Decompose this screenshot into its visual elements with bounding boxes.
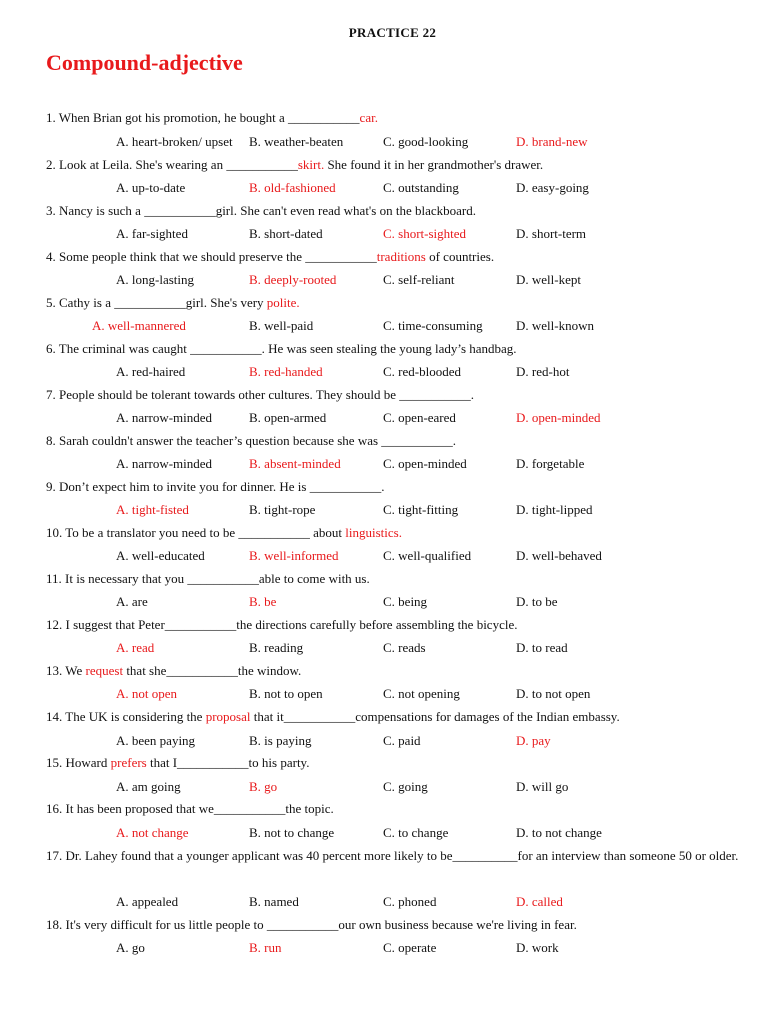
- option-d: D. well-kept: [516, 272, 581, 287]
- option-b: B. is paying: [249, 733, 312, 748]
- options-row: [0, 825, 768, 841]
- options-row: [0, 594, 768, 610]
- question-text: car.: [359, 110, 378, 125]
- question-text: proposal: [205, 709, 251, 724]
- question-6: [46, 341, 517, 357]
- option-d: D. well-known: [516, 318, 594, 333]
- option-b: B. red-handed: [249, 364, 323, 379]
- option-a: A. read: [116, 640, 155, 655]
- option-a: A. far-sighted: [116, 226, 188, 241]
- option-a: A. narrow-minded: [116, 410, 213, 425]
- option-c: C. good-looking: [383, 134, 469, 149]
- option-b: B. deeply-rooted: [249, 272, 337, 287]
- options-row: [0, 502, 768, 518]
- question-text: 1. When Brian got his promotion, he bought a ___________: [46, 110, 360, 125]
- option-d: D. brand-new: [516, 134, 588, 149]
- option-c: C. open-minded: [383, 456, 467, 471]
- question-text: 8. Sarah couldn't answer the teacher’s question because she was ___________.: [46, 433, 457, 448]
- option-d: D. to not open: [516, 686, 591, 701]
- option-a: A. well-educated: [116, 548, 205, 563]
- option-a: A. been paying: [116, 733, 196, 748]
- option-c: C. outstanding: [383, 180, 459, 195]
- options-row: [0, 134, 768, 150]
- options-row: [0, 272, 768, 288]
- option-c: C. phoned: [383, 894, 437, 909]
- question-text: that it___________compensations for damages of the Indian embassy.: [250, 709, 620, 724]
- option-c: C. short-sighted: [383, 226, 467, 241]
- question-text: polite.: [266, 295, 300, 310]
- page-header: PRACTICE 22: [348, 25, 437, 40]
- option-a: A. long-lasting: [116, 272, 194, 287]
- question-text: that I___________to his party.: [146, 755, 310, 770]
- question-text: 9. Don’t expect him to invite you for dinner. He is ___________.: [46, 479, 385, 494]
- question-text: 12. I suggest that Peter___________the directions carefully before assembling the bicycle.: [46, 617, 518, 632]
- option-a: A. narrow-minded: [116, 456, 213, 471]
- option-d: D. forgetable: [516, 456, 585, 471]
- option-d: D. short-term: [516, 226, 587, 241]
- option-a: A. red-haired: [116, 364, 186, 379]
- question-text: skirt.: [297, 157, 325, 172]
- option-b: B. run: [249, 940, 282, 955]
- question-10: [46, 525, 402, 541]
- question-3: [46, 203, 476, 219]
- question-9: [46, 479, 384, 495]
- question-text: 15. Howard: [46, 755, 111, 770]
- options-row: [0, 894, 768, 910]
- option-b: B. open-armed: [249, 410, 327, 425]
- option-c: C. tight-fitting: [383, 502, 459, 517]
- option-a: A. tight-fisted: [116, 502, 189, 517]
- option-b: B. well-paid: [249, 318, 314, 333]
- option-d: D. well-behaved: [516, 548, 602, 563]
- question-5: [46, 295, 300, 311]
- question-text: 3. Nancy is such a ___________girl. She can't even read what's on the blackboard.: [46, 203, 476, 218]
- question-4: [46, 249, 494, 265]
- question-text: linguistics.: [345, 525, 402, 540]
- question-text: She found it in her grandmother's drawer.: [324, 157, 544, 172]
- option-c: C. to change: [383, 825, 449, 840]
- question-text: 5. Cathy is a ___________girl. She's very: [46, 295, 267, 310]
- question-text: 2. Look at Leila. She's wearing an ___________: [46, 157, 298, 172]
- question-11: [46, 571, 370, 587]
- option-d: D. tight-lipped: [516, 502, 593, 517]
- option-b: B. not to change: [249, 825, 335, 840]
- option-b: B. named: [249, 894, 299, 909]
- option-d: D. to not change: [516, 825, 602, 840]
- option-b: B. reading: [249, 640, 304, 655]
- question-text: that she___________the window.: [123, 663, 302, 678]
- option-b: B. short-dated: [249, 226, 323, 241]
- option-d: D. will go: [516, 779, 569, 794]
- question-text: 18. It's very difficult for us little people to ___________our own business because we're living in fear.: [46, 917, 577, 932]
- question-14: [46, 709, 620, 725]
- option-c: C. red-blooded: [383, 364, 461, 379]
- option-b: B. tight-rope: [249, 502, 316, 517]
- option-c: C. self-reliant: [383, 272, 455, 287]
- question-text: of countries.: [425, 249, 495, 264]
- question-18: [46, 917, 577, 933]
- option-d: D. to be: [516, 594, 558, 609]
- options-row: [0, 548, 768, 564]
- option-c: C. not opening: [383, 686, 460, 701]
- question-text: prefers: [110, 755, 147, 770]
- option-b: B. absent-minded: [249, 456, 341, 471]
- question-1: [46, 110, 378, 126]
- option-b: B. be: [249, 594, 277, 609]
- question-text: traditions: [376, 249, 426, 264]
- option-b: B. weather-beaten: [249, 134, 344, 149]
- question-16: [46, 801, 334, 817]
- options-row: [0, 640, 768, 656]
- option-a: A. appealed: [116, 894, 179, 909]
- question-17: [46, 844, 746, 867]
- question-text: 7. People should be tolerant towards other cultures. They should be ___________.: [46, 387, 474, 402]
- question-2: [46, 157, 543, 173]
- options-row: [0, 456, 768, 472]
- option-d: D. pay: [516, 733, 551, 748]
- options-row: [0, 364, 768, 380]
- option-a: A. heart-broken/ upset: [116, 134, 233, 149]
- question-7: [46, 387, 474, 403]
- page-title: Compound-adjective: [46, 50, 243, 75]
- option-d: D. red-hot: [516, 364, 570, 379]
- option-c: C. being: [383, 594, 428, 609]
- question-12: [46, 617, 517, 633]
- options-row: [0, 410, 768, 426]
- question-15: [46, 755, 309, 771]
- option-c: C. operate: [383, 940, 437, 955]
- options-row: [0, 686, 768, 702]
- option-c: C. going: [383, 779, 428, 794]
- question-text: 10. To be a translator you need to be ___________ about: [46, 525, 346, 540]
- option-a: A. not change: [116, 825, 189, 840]
- option-a: A. am going: [116, 779, 181, 794]
- question-text: 17. Dr. Lahey found that a younger applicant was 40 percent more likely to be__________for an interview than someone 50 or older.: [46, 848, 739, 863]
- question-text: 16. It has been proposed that we___________the topic.: [46, 801, 334, 816]
- option-a: A. not open: [116, 686, 178, 701]
- options-row: [0, 940, 768, 956]
- option-b: B. old-fashioned: [249, 180, 336, 195]
- option-b: B. go: [249, 779, 278, 794]
- options-row: [0, 318, 768, 334]
- options-row: [0, 733, 768, 749]
- option-a: A. well-mannered: [92, 318, 186, 333]
- option-c: C. well-qualified: [383, 548, 472, 563]
- option-d: D. to read: [516, 640, 568, 655]
- option-c: C. open-eared: [383, 410, 456, 425]
- options-row: [0, 180, 768, 196]
- question-text: 13. We: [46, 663, 86, 678]
- question-text: 14. The UK is considering the: [46, 709, 206, 724]
- option-c: C. reads: [383, 640, 426, 655]
- option-b: B. well-informed: [249, 548, 339, 563]
- option-a: A. up-to-date: [116, 180, 186, 195]
- options-row: [0, 226, 768, 242]
- question-13: [46, 663, 301, 679]
- question-text: 11. It is necessary that you ___________able to come with us.: [46, 571, 370, 586]
- option-b: B. not to open: [249, 686, 323, 701]
- option-d: D. called: [516, 894, 563, 909]
- option-c: C. paid: [383, 733, 421, 748]
- question-text: 6. The criminal was caught ___________. He was seen stealing the young lady’s handbag.: [46, 341, 517, 356]
- option-a: A. are: [116, 594, 148, 609]
- options-row: [0, 779, 768, 795]
- question-text: 4. Some people think that we should preserve the ___________: [46, 249, 377, 264]
- question-text: request: [85, 663, 124, 678]
- option-d: D. open-minded: [516, 410, 601, 425]
- option-c: C. time-consuming: [383, 318, 483, 333]
- option-d: D. work: [516, 940, 559, 955]
- option-d: D. easy-going: [516, 180, 589, 195]
- question-8: [46, 433, 456, 449]
- option-a: A. go: [116, 940, 145, 955]
